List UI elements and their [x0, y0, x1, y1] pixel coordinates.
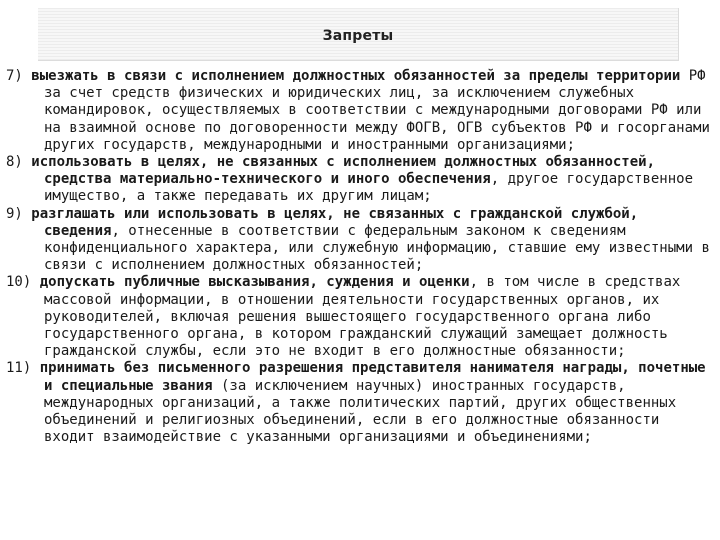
- item-text: (за исключением научных) иностранных государств, международных организаций, а также политических партий, других общественных объединений и религиозных объединений, если в его должностные обязанности входит взаимодействие с указанными организациями и объединениями;: [44, 377, 677, 446]
- item-bold-text: использовать в целях, не связанных с исполнением должностных обязанностей, средства материально-технического и иного обеспечения: [31, 154, 656, 188]
- item-number: 7): [6, 68, 23, 84]
- item-text: , в том числе в средствах массовой информации, в отношении деятельности государственных органов, их руководителей, включая решения вышестоящего государственного органа либо государственного органа, в котором гражданский служащий замещает должность гражданской службы, если это не входит в его должностные обязанности;: [44, 274, 681, 360]
- list-item: [6, 68, 714, 154]
- item-bold-text: принимать без письменного разрешения представителя нанимателя награды, почетные и специальные звания: [39, 360, 706, 394]
- item-text: РФ за счет средств физических и юридических лиц, за исключением служебных командировок, осуществляемых в соответствии с международными договорами РФ или на взаимной основе по договоренности между ФОГВ, ОГВ субъектов РФ и госорганами других государств, международными и иностранными организациями;: [44, 68, 710, 153]
- item-number: 9): [6, 205, 23, 222]
- list-item: [6, 360, 714, 446]
- item-text: , другое государственное имущество, а также передавать их другим лицам;: [44, 171, 694, 205]
- item-bold-text: допускать публичные высказывания, суждения и оценки: [39, 274, 470, 291]
- item-bold-text: разглашать или использовать в целях, не связанных с гражданской службой, сведения: [31, 205, 639, 239]
- item-number: 10): [6, 274, 32, 291]
- slide-title: Запреты: [322, 28, 394, 44]
- item-number: 11): [6, 360, 32, 377]
- list-item: [6, 154, 714, 206]
- item-number: 8): [6, 154, 23, 171]
- prohibitions-list: [6, 68, 714, 446]
- list-item: [6, 274, 714, 360]
- item-text: , отнесенные в соответствии с федеральным законом к сведениям конфиденциального характера, или служебную информацию, ставшие ему известными в связи с исполнением должностных обязанностей;: [44, 222, 710, 274]
- item-bold-text: выезжать в связи с исполнением должностных обязанностей за пределы территории: [31, 68, 681, 84]
- title-band: [0, 0, 720, 70]
- list-item: [6, 206, 714, 275]
